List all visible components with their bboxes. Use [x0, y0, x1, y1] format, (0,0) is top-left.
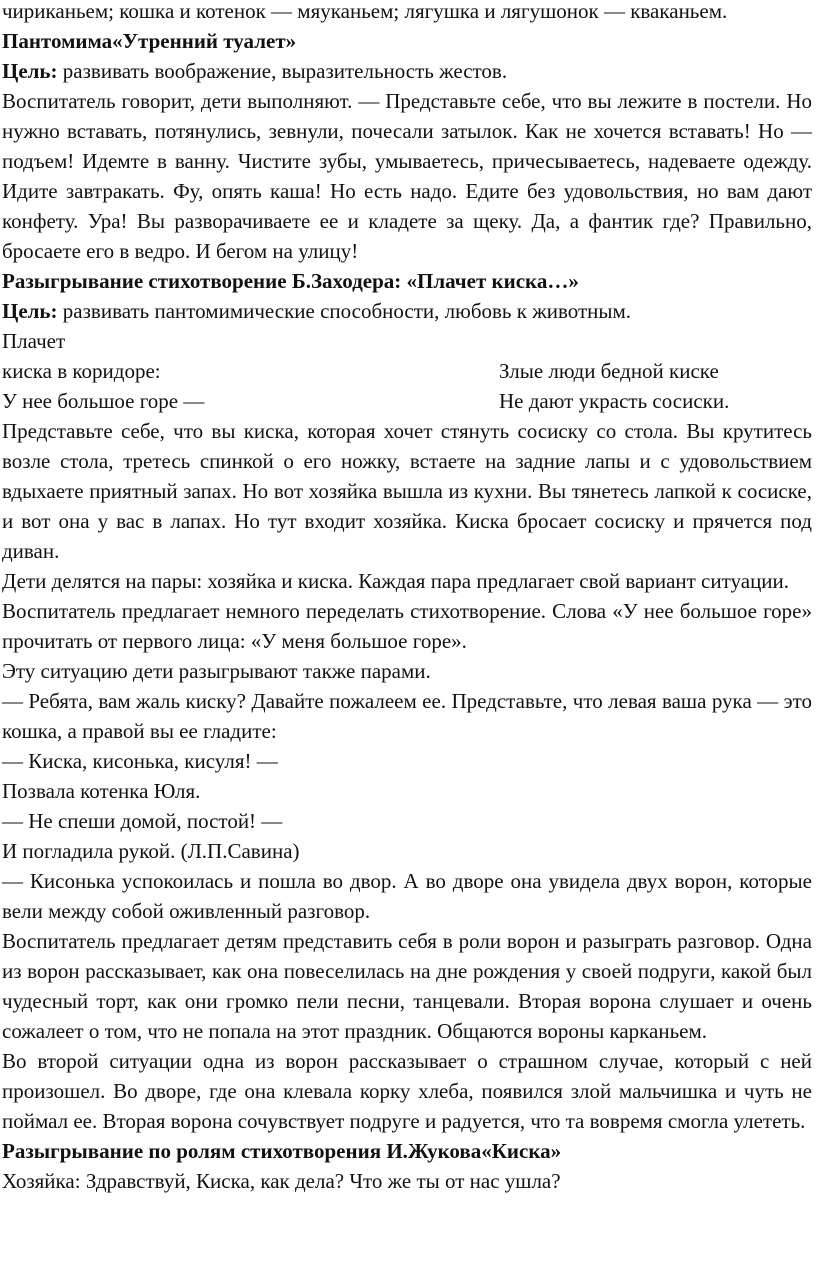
rewrite-paragraph: Воспитатель предлагает немного переделать стихотворение. Слова «У нее большое горе» прочитать от первого лица: «У меня большое горе».	[2, 599, 812, 653]
poem-line: киска в коридоре:	[2, 359, 161, 383]
crows-intro-paragraph: — Кисонька успокоилась и пошла во двор. А во дворе она увидела двух ворон, которые вели между собой оживленный разговор.	[2, 869, 812, 923]
goal-line-1	[2, 56, 812, 86]
goal-text: развивать пантомимические способности, любовь к животным.	[57, 299, 632, 323]
poem-line: У нее большое горе —	[2, 389, 205, 413]
poem-line: Не дают украсть сосиски.	[499, 389, 730, 413]
dialogue-line: Хозяйка: Здравствуй, Киска, как дела? Что же ты от нас ушла?	[2, 1169, 561, 1193]
verse-line: — Киска, кисонька, кисуля! —	[2, 749, 278, 773]
pairs-paragraph: Дети делятся на пары: хозяйка и киска. Каждая пара предлагает свой вариант ситуации.	[2, 569, 790, 593]
poem-line: Злые люди бедной киске	[499, 359, 719, 383]
poem-line: Плачет	[2, 329, 66, 353]
verse-line: И погладила рукой. (Л.П.Савина)	[2, 839, 300, 863]
goal-text: развивать воображение, выразительность жестов.	[57, 59, 508, 83]
heading-zhukov: Разыгрывание по ролям стихотворения И.Жукова«Киска»	[2, 1139, 562, 1163]
goal-label: Цель:	[2, 299, 58, 323]
verse-line: Позвала котенка Юля.	[2, 779, 201, 803]
heading-pantomime: Пантомима«Утренний туалет»	[2, 29, 297, 53]
pairs-play-paragraph: Эту ситуацию дети разыгрывают также парами.	[2, 659, 431, 683]
goal-line-2	[2, 296, 812, 326]
crows-second-paragraph: Во второй ситуации одна из ворон рассказывает о страшном случае, который с ней произошел. Во дворе, где она клевала корку хлеба, появился злой мальчишка и чуть не поймал ее. Вторая ворона сочувствует подруге и радуется, что та вовремя смогла улететь.	[2, 1049, 812, 1133]
goal-label: Цель:	[2, 59, 58, 83]
intro-paragraph: чириканьем; кошка и котенок — мяуканьем; лягушка и лягушонок — кваканьем.	[2, 0, 728, 23]
poem-row	[2, 386, 812, 416]
verse-line: — Не спеши домой, постой! —	[2, 809, 283, 833]
poem-row	[2, 356, 812, 386]
heading-zakhoder: Разыгрывание стихотворение Б.Заходера: «Плачет киска…»	[2, 269, 579, 293]
pity-paragraph: — Ребята, вам жаль киску? Давайте пожалеем ее. Представьте, что левая ваша рука — это кошка, а правой вы ее гладите:	[2, 689, 812, 743]
pantomime-paragraph: Воспитатель говорит, дети выполняют. — Представьте себе, что вы лежите в постели. Но нужно вставать, потянулись, зевнули, почесали затылок. Как не хочется вставать! Но — подъем! Идемте в ванну. Чистите зубы, умываетесь, причесываетесь, надеваете одежду. Идите завтракать. Фу, опять каша! Но есть надо. Едите без удовольствия, но вам дают конфету. Ура! Вы разворачиваете ее и кладете за щеку. Да, а фантик где? Правильно, бросаете его в ведро. И бегом на улицу!	[2, 89, 812, 263]
kitty-paragraph: Представьте себе, что вы киска, которая хочет стянуть сосиску со стола. Вы крутитесь возле стола, третесь спинкой о его ножку, встаете на задние лапы и с удовольствием вдыхаете приятный запах. Но вот хозяйка вышла из кухни. Вы тянетесь лапкой к сосиске, и вот она у вас в лапах. Но тут входит хозяйка. Киска бросает сосиску и прячется под диван.	[2, 419, 812, 563]
crows-play-paragraph: Воспитатель предлагает детям представить себя в роли ворон и разыграть разговор. Одна из ворон рассказывает, как она повеселилась на дне рождения у своей подруги, какой был чудесный торт, как они громко пели песни, танцевали. Вторая ворона слушает и очень сожалеет о том, что не попала на этот праздник. Общаются вороны карканьем.	[2, 929, 812, 1043]
